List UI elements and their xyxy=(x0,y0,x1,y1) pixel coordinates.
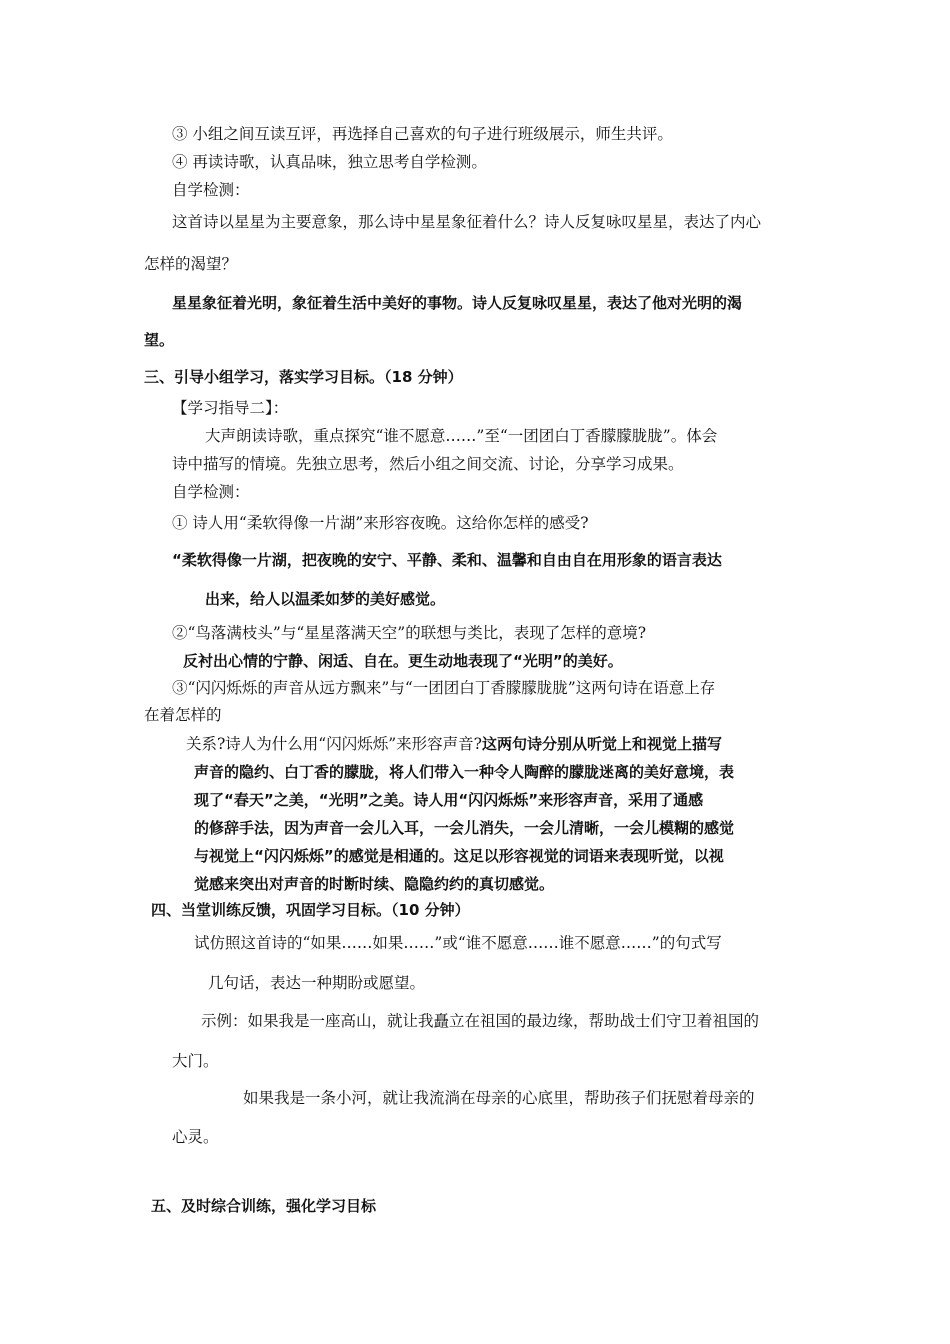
answer-text: 这两句诗分别从听觉上和视觉上描写 xyxy=(481,735,722,753)
answer-text: 出来，给人以温柔如梦的美好感觉。 xyxy=(205,590,446,608)
section-heading-5: 五、及时综合训练，强化学习目标 xyxy=(151,1197,377,1215)
question-text: ① 诗人用“柔软得像一片湖”来形容夜晚。这给你怎样的感受? xyxy=(172,514,589,532)
example-text: 示例：如果我是一座高山，就让我矗立在祖国的最边缘，帮助战士们守卫着祖国的 xyxy=(201,1012,760,1030)
guide-heading: 【学习指导二】： xyxy=(172,399,289,417)
answer-text: 的修辞手法，因为声音一会儿入耳，一会儿消失，一会儿清晰，一会儿模糊的感觉 xyxy=(194,819,735,837)
text-line: 自学检测： xyxy=(172,483,250,501)
text-line: 诗中描写的情境。先独立思考，然后小组之间交流、讨论，分享学习成果。 xyxy=(172,455,684,473)
question-text: ③“闪闪烁烁的声音从远方飘来”与“一团团白丁香朦朦胧胧”这两句诗在语意上存 xyxy=(172,679,716,697)
text-line: ③ 小组之间互读互评，再选择自己喜欢的句子进行班级展示，师生共评。 xyxy=(172,125,673,143)
answer-text: 星星象征着光明，象征着生活中美好的事物。诗人反复咏叹星星，表达了他对光明的渴 xyxy=(172,294,743,312)
answer-text: 反衬出心情的宁静、闲适、自在。更生动地表现了“光明”的美好。 xyxy=(183,652,623,670)
answer-text: 声音的隐约、白丁香的朦胧，将人们带入一种令人陶醉的朦胧迷离的美好意境，表 xyxy=(194,763,735,781)
example-text: 大门。 xyxy=(172,1052,219,1070)
answer-text: 觉感来突出对声音的时断时续、隐隐约约的真切感觉。 xyxy=(194,875,555,893)
section-heading-3: 三、引导小组学习，落实学习目标。（18 分钟） xyxy=(144,368,463,386)
question-text: 在着怎样的 xyxy=(144,706,222,724)
section-heading-4: 四、当堂训练反馈，巩固学习目标。（10 分钟） xyxy=(151,901,470,919)
text-line: 几句话，表达一种期盼或愿望。 xyxy=(208,974,426,992)
example-text: 心灵。 xyxy=(172,1128,219,1146)
text-line: 大声朗读诗歌，重点探究“谁不愿意……”至“一团团白丁香朦朦胧胧”。体会 xyxy=(205,427,718,445)
text-line: 试仿照这首诗的“如果……如果……”或“谁不愿意……谁不愿意……”的句式写 xyxy=(194,934,722,952)
answer-text: 现了“春天”之美，“光明”之美。诗人用“闪闪烁烁”来形容声音，采用了通感 xyxy=(194,791,704,809)
answer-text: 望。 xyxy=(144,331,175,349)
question-text: 这首诗以星星为主要意象，那么诗中星星象征着什么？诗人反复咏叹星星，表达了内心 xyxy=(172,213,762,231)
answer-text: “柔软得像一片湖，把夜晚的安宁、平静、柔和、温馨和自由自在用形象的语言表达 xyxy=(172,551,722,569)
question-text: 怎样的渴望？ xyxy=(144,255,238,273)
example-text: 如果我是一条小河，就让我流淌在母亲的心底里，帮助孩子们抚慰着母亲的 xyxy=(243,1089,755,1107)
question-text: ②“鸟落满枝头”与“星星落满天空”的联想与类比，表现了怎样的意境? xyxy=(172,624,647,642)
question-answer-line xyxy=(186,733,722,755)
question-text: 关系?诗人为什么用“闪闪烁烁”来形容声音? xyxy=(186,735,482,753)
text-line: 自学检测： xyxy=(172,181,250,199)
text-line: ④ 再读诗歌，认真品味，独立思考自学检测。 xyxy=(172,153,487,171)
answer-text: 与视觉上“闪闪烁烁”的感觉是相通的。这足以形容视觉的词语来表现听觉，以视 xyxy=(194,847,724,865)
